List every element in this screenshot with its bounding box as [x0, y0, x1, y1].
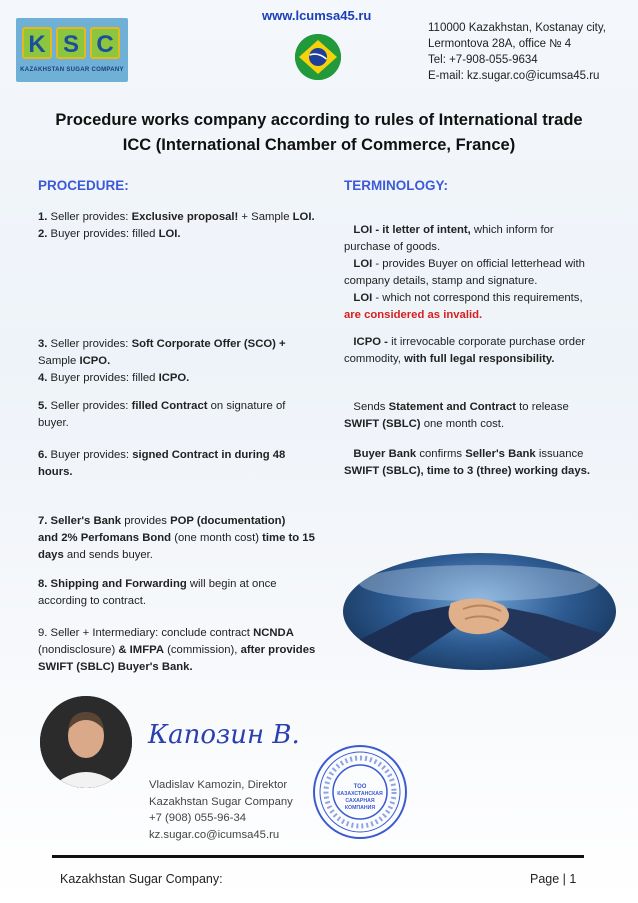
step-text: Buyer provides:: [47, 449, 133, 461]
term-text: it irrevocable corporate purchase order: [387, 336, 586, 348]
term-text: - provides Buyer on official letterhead with: [372, 258, 585, 270]
step-bold: hours.: [38, 466, 73, 478]
company-stamp-icon: [312, 744, 408, 840]
website-link[interactable]: www.lcumsa45.ru: [262, 8, 372, 23]
step-text: Buyer provides: filled: [47, 228, 159, 240]
term-text: purchase of goods.: [344, 241, 441, 253]
step-bold: and 2% Perfomans Bond: [38, 532, 172, 544]
term-bold: SWIFT (SBLC), time to 3 (three) working days.: [344, 465, 591, 477]
step-number: 4.: [38, 372, 48, 384]
term-text: - which not correspond this requirements,: [372, 292, 583, 304]
invalid-warning: are considered as invalid.: [344, 309, 483, 321]
step-bold: NCNDA: [253, 627, 294, 639]
svg-text:ТОО: ТОО: [353, 784, 367, 790]
term-text: issuance: [535, 448, 584, 460]
step-bold: POP (documentation): [170, 515, 286, 527]
procedure-step-8: [38, 576, 338, 610]
title-line-1: Procedure works company according to rules of International trade: [55, 111, 583, 129]
logo-letter-c: C: [90, 27, 120, 59]
step-number: 1.: [38, 211, 48, 223]
step-number: 3.: [38, 338, 48, 350]
procedure-step-6: [38, 447, 338, 481]
step-text: + Sample: [238, 211, 293, 223]
term-text: confirms: [416, 448, 466, 460]
term-bold: ICPO -: [353, 336, 388, 348]
signatory-company: Kazakhstan Sugar Company: [149, 795, 293, 808]
procedure-steps-1-2: [38, 209, 338, 243]
procedure-step-7: [38, 513, 338, 564]
term-text: commodity,: [344, 353, 405, 365]
step-bold: Exclusive proposal!: [131, 211, 239, 223]
step-bold: filled Contract: [131, 400, 208, 412]
logo-letter-s: S: [56, 27, 86, 59]
term-bold: Buyer Bank: [353, 448, 417, 460]
logo-subtitle: KAZAKHSTAN SUGAR COMPANY: [20, 67, 124, 73]
term-bold: LOI: [353, 292, 373, 304]
step-text: Buyer provides: filled: [47, 372, 159, 384]
procedure-steps-3-4: [38, 336, 338, 387]
contact-email[interactable]: E-mail: kz.sugar.co@icumsa45.ru: [428, 70, 600, 82]
term-bold: SWIFT (SBLC): [344, 418, 421, 430]
terminology-loi: [344, 222, 614, 324]
svg-text:САХАРНАЯ: САХАРНАЯ: [345, 798, 375, 804]
step-bold: 8. Shipping and Forwarding: [38, 578, 187, 590]
director-avatar: [40, 696, 132, 788]
terminology-icpo: [344, 334, 614, 368]
step-bold: ICPO.: [158, 372, 190, 384]
step-text: Sample: [38, 355, 80, 367]
procedure-step-9: [38, 625, 338, 676]
footer-company: Kazakhstan Sugar Company:: [60, 872, 223, 886]
signatory-phone: +7 (908) 055-96-34: [149, 812, 247, 824]
term-text: to release: [516, 401, 569, 413]
contact-address: 110000 Kazakhstan, Kostanay city,: [428, 22, 606, 34]
step-text: Seller provides:: [47, 338, 132, 350]
terminology-heading: TERMINOLOGY:: [344, 178, 448, 193]
term-text: company details, stamp and signature.: [344, 275, 538, 287]
step-text: (commission),: [163, 644, 241, 656]
term-text: which inform for: [470, 224, 554, 236]
step-text: and sends buyer.: [63, 549, 153, 561]
step-bold: LOI.: [292, 211, 315, 223]
term-bold: Statement and Contract: [388, 401, 517, 413]
step-text: Seller provides:: [47, 211, 132, 223]
svg-text:КОМПАНИЯ: КОМПАНИЯ: [344, 805, 376, 811]
step-text: on signature of: [207, 400, 286, 412]
step-text: according to contract.: [38, 595, 147, 607]
company-logo: [16, 18, 128, 82]
svg-text:КАЗАХСТАНСКАЯ: КАЗАХСТАНСКАЯ: [337, 791, 383, 797]
brazil-flag-icon: [295, 34, 341, 80]
step-bold: & IMFPA: [118, 644, 164, 656]
step-text: 9. Seller + Intermediary: conclude contract: [38, 627, 254, 639]
logo-letter-k: K: [22, 27, 52, 59]
title-line-2: ICC (International Chamber of Commerce, France): [122, 136, 516, 154]
step-number: 2.: [38, 228, 48, 240]
step-text: (nondisclosure): [38, 644, 119, 656]
term-bold: LOI - it letter of intent,: [353, 224, 471, 236]
step-text: provides: [121, 515, 171, 527]
step-bold: ICPO.: [79, 355, 111, 367]
page-number: Page | 1: [530, 872, 577, 886]
step-bold: SWIFT (SBLC) Buyer's Bank.: [38, 661, 193, 673]
step-text: (one month cost): [171, 532, 263, 544]
procedure-heading: PROCEDURE:: [38, 178, 129, 193]
step-bold: after provides: [240, 644, 316, 656]
page-title: [0, 108, 638, 158]
term-bold: with full legal responsibility.: [404, 353, 555, 365]
signatory-info: [149, 777, 293, 843]
term-text: Sends: [353, 401, 389, 413]
signatory-name: Vladislav Kamozin, Direktor: [149, 779, 288, 791]
step-number: 6.: [38, 449, 48, 461]
contact-office: Lermontova 28A, office № 4: [428, 38, 572, 50]
procedure-step-5: [38, 398, 338, 432]
term-bold: LOI: [353, 258, 373, 270]
step-bold: LOI.: [158, 228, 181, 240]
handwritten-signature: Капозин В.: [148, 720, 300, 750]
step-bold: time to 15: [262, 532, 315, 544]
contact-phone: Tel: +7-908-055-9634: [428, 54, 538, 66]
step-bold: Soft Corporate Offer (SCO) +: [131, 338, 286, 350]
step-text: will begin at once: [186, 578, 277, 590]
footer-divider: [52, 855, 584, 858]
terminology-statement: [344, 399, 614, 433]
step-bold: signed Contract in during 48: [132, 449, 286, 461]
term-text: one month cost.: [420, 418, 505, 430]
step-text: Seller provides:: [47, 400, 132, 412]
signatory-email[interactable]: kz.sugar.co@icumsa45.ru: [149, 828, 280, 841]
term-bold: Seller's Bank: [465, 448, 536, 460]
step-number: 5.: [38, 400, 48, 412]
step-bold: 7. Seller's Bank: [38, 515, 122, 527]
contact-block: [428, 20, 606, 84]
step-bold: days: [38, 549, 64, 561]
handshake-image: [343, 553, 616, 670]
step-text: buyer.: [38, 417, 69, 429]
terminology-buyer-bank: [344, 446, 624, 480]
